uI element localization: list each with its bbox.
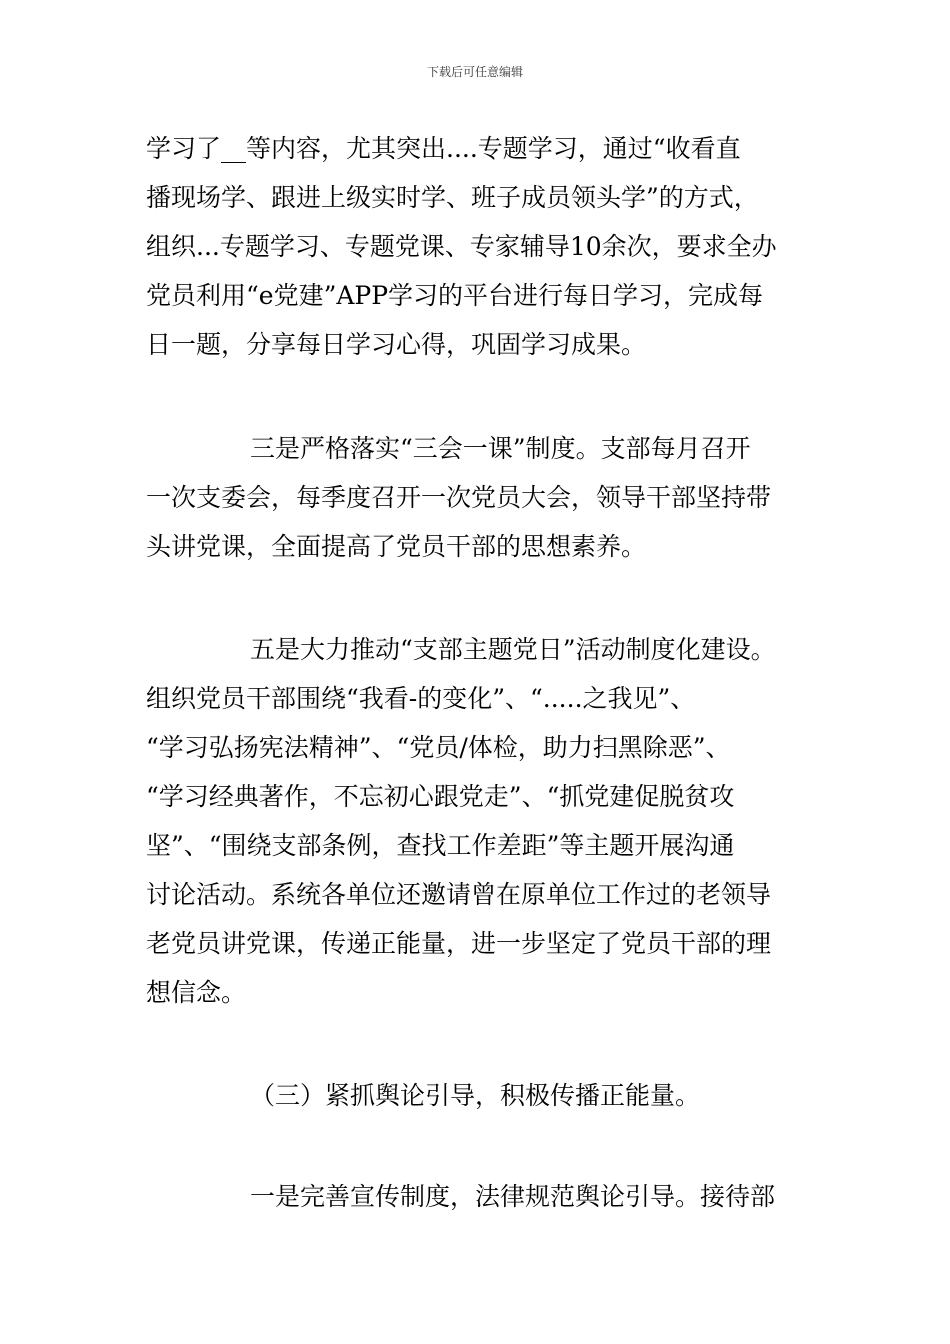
- paragraph-2-line-3: 头讲党课，全面提高了党员干部的思想素养。: [146, 532, 647, 561]
- paragraph-3-line-3: “学习弘扬宪法精神”、“党员/体检，助力扫黑除恶”、: [146, 733, 731, 762]
- paragraph-3-line-8: 想信念。: [146, 978, 247, 1007]
- paragraph-1-line-3: 组织...专题学习、专题党课、专家辅导10余次，要求全办: [146, 232, 777, 261]
- page-header: 下载后可任意编辑: [426, 65, 523, 79]
- paragraph-3-line-2: 组织党员干部围绕“我看-的变化”、“.....之我见”、: [146, 684, 696, 713]
- section-heading: （三）紧抓舆论引导，积极传播正能量。: [250, 1081, 701, 1110]
- paragraph-3-line-6: 讨论活动。系统各单位还邀请曾在原单位工作过的老领导: [146, 880, 772, 909]
- paragraph-3-line-7: 老党员讲党课，传递正能量，进一步坚定了党员干部的理: [146, 929, 772, 958]
- paragraph-3-line-5: 坚”、“围绕支部条例，查找工作差距”等主题开展沟通: [146, 831, 735, 860]
- paragraph-1-line-2: 播现场学、跟进上级实时学、班子成员领头学”的方式，: [146, 183, 759, 212]
- paragraph-2-line-2: 一次支委会，每季度召开一次党员大会，领导干部坚持带: [146, 483, 772, 512]
- paragraph-5-line-1: 一是完善宣传制度，法律规范舆论引导。接待部: [250, 1182, 776, 1211]
- paragraph-3-line-4: “学习经典著作，不忘初心跟党走”、“抓党建促脱贫攻: [146, 782, 735, 811]
- paragraph-2-line-1: 三是严格落实“三会一课”制度。支部每月召开: [250, 434, 751, 463]
- paragraph-1-line-4: 党员利用“e党建”APP学习的平台进行每日学习，完成每: [146, 281, 764, 310]
- paragraph-3-line-1: 五是大力推动“支部主题党日”活动制度化建设。: [250, 635, 776, 664]
- paragraph-1-line-1: 学习了__等内容，尤其突出....专题学习，通过“收看直: [146, 134, 741, 163]
- paragraph-1-line-5: 日一题，分享每日学习心得，巩固学习成果。: [146, 330, 647, 359]
